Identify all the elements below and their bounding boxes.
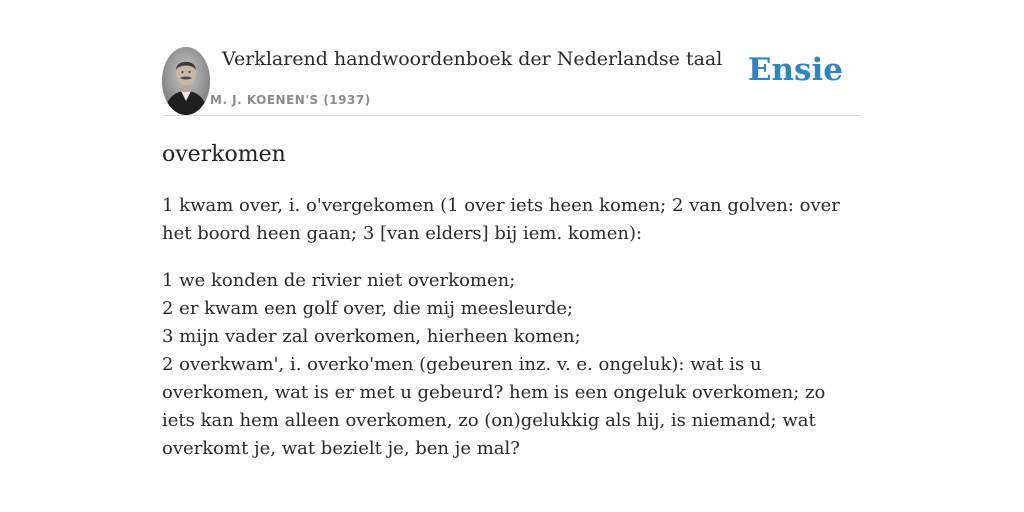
entry-definition bbox=[162, 192, 862, 482]
definition-line: 3 mijn vader zal overkomen, hierheen komen; bbox=[162, 326, 581, 347]
author-portrait-icon bbox=[162, 47, 210, 115]
entry-headword: overkomen bbox=[162, 142, 286, 167]
brand-logo-link[interactable]: Ensie bbox=[747, 52, 843, 88]
definition-line: 2 er kwam een golf over, die mij meesleurde; bbox=[162, 298, 574, 319]
definition-line: 2 overkwam', i. overko'men (gebeuren inz. v. e. ongeluk): wat is u overkomen, wat is er met u gebeurd? hem is een ongeluk overkomen; zo iets kan hem alleen overkomen, zo (on)gelukkig als hij, is niemand; wat overkomt je, wat bezielt je, ben je mal? bbox=[162, 354, 826, 459]
site-subtitle: M. J. KOENEN'S (1937) bbox=[210, 93, 371, 107]
definition-intro: 1 kwam over, i. o'vergekomen (1 over iets heen komen; 2 van golven: over het boord heen gaan; 3 [van elders] bij iem. komen): bbox=[162, 195, 840, 244]
definition-examples bbox=[162, 267, 862, 463]
site-header bbox=[162, 46, 862, 116]
site-title: Verklarend handwoordenboek der Nederlandse taal bbox=[222, 48, 723, 70]
definition-line: 1 we konden de rivier niet overkomen; bbox=[162, 270, 516, 291]
